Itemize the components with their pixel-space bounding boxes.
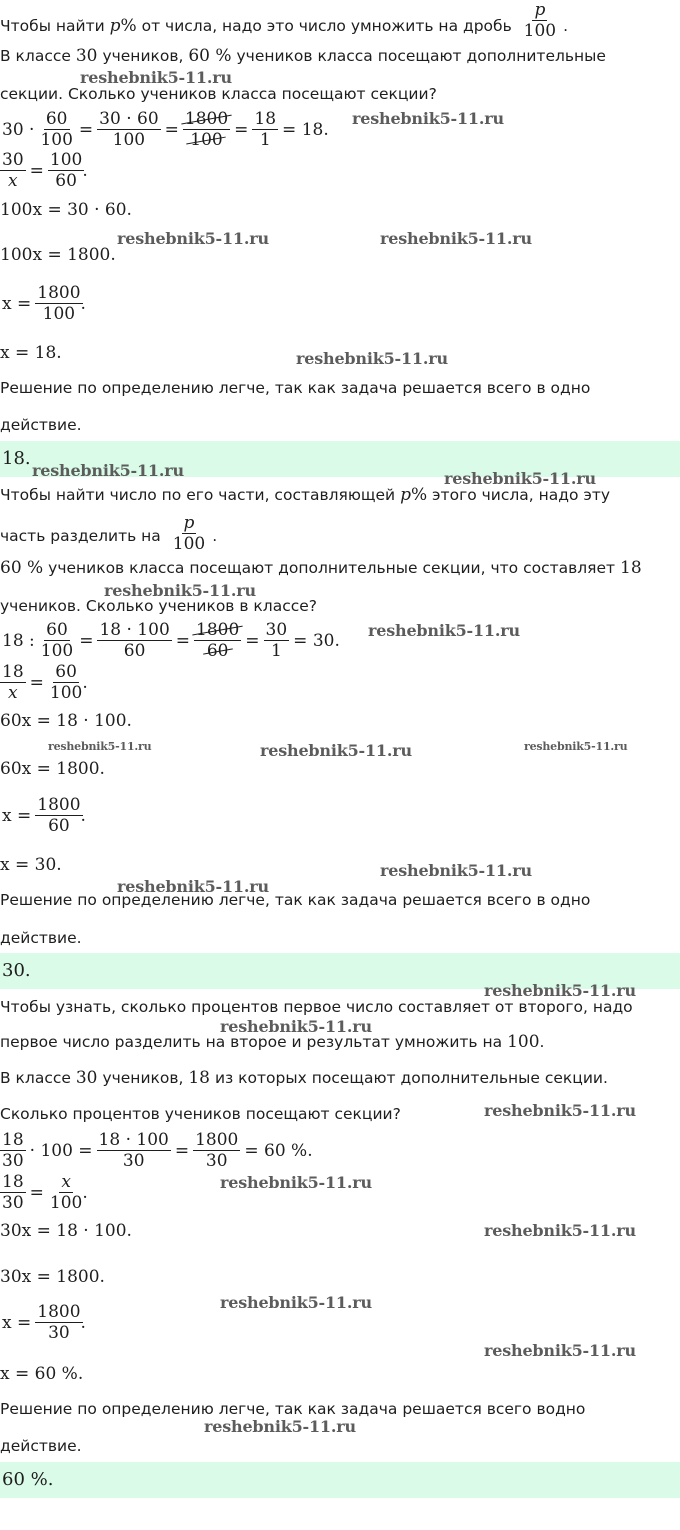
- watermark: reshebnik5-11.ru: [296, 349, 448, 368]
- equation-1-5: x = $\frac{1800}{100}$ .: [2, 283, 86, 324]
- watermark: reshebnik5-11.ru: [260, 741, 412, 760]
- watermark: reshebnik5-11.ru: [117, 229, 269, 248]
- answer-box-1: 18.: [0, 441, 680, 477]
- watermark: reshebnik5-11.ru: [220, 1017, 372, 1036]
- note-2: Решение по определению легче, так как задача решается всего в одно: [0, 891, 591, 909]
- equation-3-6: x = 60 %.: [0, 1364, 84, 1384]
- equation-3-2: $\frac{18}{30}$ = $\frac{x}{100}$ .: [2, 1172, 88, 1213]
- equation-2-5: x = $\frac{1800}{60}$ .: [2, 795, 86, 836]
- watermark: reshebnik5-11.ru: [484, 1101, 636, 1120]
- task-text-3: В классе 30 учеников, 18 из которых посещают дополнительные секции.: [0, 1068, 608, 1088]
- note-2b: действие.: [0, 929, 82, 947]
- equation-2-4: 60x = 1800.: [0, 759, 105, 779]
- watermark: reshebnik5-11.ru: [380, 861, 532, 880]
- equation-2-2: $\frac{18}{x}$ = $\frac{60}{100}$ .: [2, 662, 88, 703]
- task-text-1: В классе 30 учеников, 60 % учеников класса посещают дополнительные: [0, 46, 606, 66]
- equation-2-1: 18 : $\frac{60}{100}$ = $\frac{18 \cdot 100}{60}$ = $\frac{1800}{60}$ = $\frac{30}{1}$ = 30.: [2, 620, 340, 661]
- note-1: Решение по определению легче, так как задача решается всего в одно: [0, 379, 591, 397]
- rule-text-1: Чтобы найти p% от числа, надо это число умножить на дробь $\frac{p}{100}$ .: [0, 0, 569, 41]
- equation-1-3: 100x = 30 · 60.: [0, 200, 132, 220]
- fraction-p-over-100: $\frac{p}{100}$: [523, 0, 557, 41]
- watermark: reshebnik5-11.ru: [220, 1293, 372, 1312]
- task-text-3b: Сколько процентов учеников посещают секции?: [0, 1105, 401, 1123]
- task-text-1b: секции. Сколько учеников класса посещают секции?: [0, 85, 437, 103]
- watermark: reshebnik5-11.ru: [444, 469, 596, 488]
- watermark: reshebnik5-11.ru: [524, 740, 628, 753]
- note-1b: действие.: [0, 416, 82, 434]
- watermark: reshebnik5-11.ru: [352, 109, 504, 128]
- answer-box-3: 60 %.: [0, 1462, 680, 1498]
- watermark: reshebnik5-11.ru: [368, 621, 520, 640]
- watermark: reshebnik5-11.ru: [204, 1417, 356, 1436]
- equation-3-5: x = $\frac{1800}{30}$ .: [2, 1302, 86, 1343]
- equation-1-4: 100x = 1800.: [0, 245, 116, 265]
- equation-2-6: x = 30.: [0, 855, 62, 875]
- rule-text-3b: первое число разделить на второе и результат умножить на 100.: [0, 1032, 545, 1052]
- watermark: reshebnik5-11.ru: [484, 981, 636, 1000]
- watermark: reshebnik5-11.ru: [48, 740, 152, 753]
- task-text-2: 60 % учеников класса посещают дополнительные секции, что составляет 18: [0, 558, 642, 578]
- equation-1-1: 30 · $\frac{60}{100}$ = $\frac{30 \cdot 60}{100}$ = $\frac{1800}{100}$ = $\frac{18}{1}$ = 18.: [2, 109, 329, 150]
- note-3: Решение по определению легче, так как задача решается всего водно: [0, 1400, 586, 1418]
- watermark: reshebnik5-11.ru: [32, 461, 184, 480]
- equation-1-2: $\frac{30}{x}$ = $\frac{100}{60}$ .: [2, 150, 88, 191]
- equation-3-1: $\frac{18}{30}$ · 100 = $\frac{18 \cdot 100}{30}$ = $\frac{1800}{30}$ = 60 %.: [2, 1130, 313, 1171]
- watermark: reshebnik5-11.ru: [104, 581, 256, 600]
- note-3b: действие.: [0, 1437, 82, 1455]
- answer-box-2: 30.: [0, 953, 680, 989]
- watermark: reshebnik5-11.ru: [80, 68, 232, 87]
- equation-3-3: 30x = 18 · 100.: [0, 1221, 132, 1241]
- watermark: reshebnik5-11.ru: [117, 877, 269, 896]
- equation-3-4: 30x = 1800.: [0, 1267, 105, 1287]
- rule-text-2: Чтобы найти число по его части, составляющей p% этого числа, надо эту: [0, 485, 611, 505]
- watermark: reshebnik5-11.ru: [380, 229, 532, 248]
- rule-text-3: Чтобы узнать, сколько процентов первое число составляет от второго, надо: [0, 998, 633, 1016]
- task-text-2b: учеников. Сколько учеников в классе?: [0, 597, 318, 615]
- watermark: reshebnik5-11.ru: [484, 1341, 636, 1360]
- equation-2-3: 60x = 18 · 100.: [0, 711, 132, 731]
- rule-text-2b: часть разделить на $\frac{p}{100}$ .: [0, 513, 218, 554]
- watermark: reshebnik5-11.ru: [220, 1173, 372, 1192]
- equation-1-6: x = 18.: [0, 343, 62, 363]
- watermark: reshebnik5-11.ru: [484, 1221, 636, 1240]
